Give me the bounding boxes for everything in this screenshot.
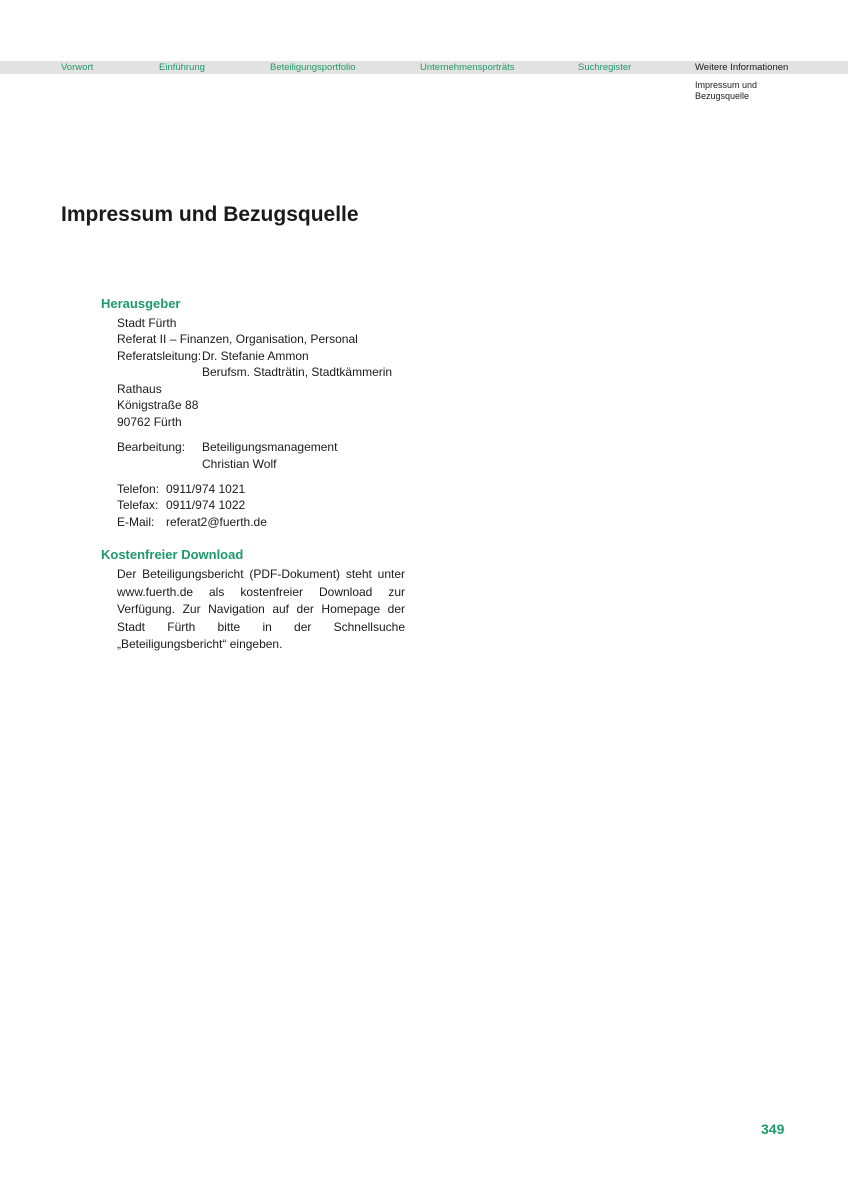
telefax-value: 0911/974 1022	[166, 498, 246, 512]
top-navigation-bar	[0, 61, 848, 74]
email-value[interactable]: referat2@fuerth.de	[166, 515, 267, 529]
address-line-2: Königstraße 88	[117, 398, 199, 412]
publisher-department: Referat II – Finanzen, Organisation, Personal	[117, 332, 358, 346]
address-line-1: Rathaus	[117, 382, 162, 396]
page-number: 349	[761, 1121, 785, 1137]
bearbeitung-department: Beteiligungsmanagement	[202, 440, 338, 454]
nav-item-beteiligungsportfolio[interactable]: Beteiligungsportfolio	[270, 62, 356, 73]
telefon-label: Telefon:	[117, 482, 160, 496]
publisher-org: Stadt Fürth	[117, 316, 177, 330]
leitung-name: Dr. Stefanie Ammon	[202, 349, 309, 363]
sub-nav-line-1: Impressum und	[695, 80, 758, 90]
download-heading: Kostenfreier Download	[101, 547, 244, 562]
nav-item-einfuehrung[interactable]: Einführung	[159, 62, 205, 73]
sub-navigation-item[interactable]	[695, 80, 815, 102]
telefax-label: Telefax:	[117, 498, 159, 512]
sub-nav-line-2: Bezugsquelle	[695, 91, 750, 101]
bearbeitung-label: Bearbeitung:	[117, 440, 186, 454]
bearbeitung-name: Christian Wolf	[202, 457, 277, 471]
leitung-label: Referatsleitung:	[117, 349, 202, 363]
email-label: E-Mail:	[117, 515, 155, 529]
leitung-role: Berufsm. Stadträtin, Stadtkämmerin	[202, 365, 393, 379]
nav-item-weitere-informationen[interactable]: Weitere Informationen	[695, 62, 789, 73]
nav-item-vorwort[interactable]: Vorwort	[61, 62, 94, 73]
download-text: Der Beteiligungsbericht (PDF-Dokument) steht unter www.fuerth.de als kostenfreier Download zur Verfügung. Zur Navigation auf der Homepage der Stadt Fürth bitte in der Schnellsuche „Beteiligungsbericht“ eingeben.	[117, 567, 405, 651]
nav-item-suchregister[interactable]: Suchregister	[578, 62, 632, 73]
nav-item-unternehmensportraets[interactable]: Unternehmensporträts	[420, 62, 515, 73]
herausgeber-heading: Herausgeber	[101, 296, 181, 311]
telefon-value: 0911/974 1021	[166, 482, 246, 496]
address-line-3: 90762 Fürth	[117, 415, 182, 429]
page-title: Impressum und Bezugsquelle	[61, 203, 359, 226]
